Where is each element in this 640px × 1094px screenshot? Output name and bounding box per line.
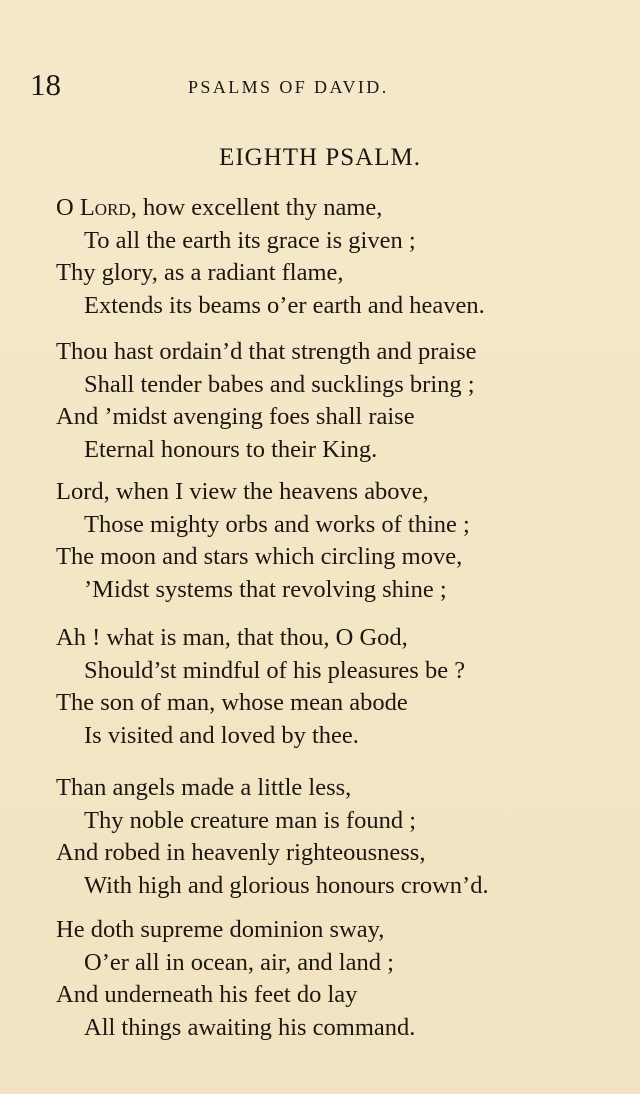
verse-line: Eternal honours to their King. <box>84 435 378 463</box>
verse-line <box>56 192 616 225</box>
verse-line: Is visited and loved by thee. <box>84 721 359 749</box>
verse-line: He doth supreme dominion sway, <box>56 916 385 943</box>
verse-line: The son of man, whose mean abode <box>56 689 408 716</box>
verse-line: With high and glorious honours crown’d. <box>84 871 489 899</box>
stanza-3 <box>56 476 616 606</box>
psalm-title: EIGHTH PSALM. <box>219 144 421 171</box>
verse-line: The moon and stars which circling move, <box>56 543 463 570</box>
divine-name-small-caps: Lord <box>79 194 131 221</box>
stanza-6 <box>56 914 616 1044</box>
verse-line: Should’st mindful of his pleasures be ? <box>84 656 466 684</box>
verse-line: Extends its beams o’er earth and heaven. <box>84 291 485 319</box>
stanza-2 <box>56 336 616 466</box>
verse-line-text: , how excellent thy name, <box>130 194 383 221</box>
verse-line: And underneath his feet do lay <box>56 981 358 1008</box>
verse-line: Thy glory, as a radiant flame, <box>56 259 344 286</box>
verse-line: ’Midst systems that revolving shine ; <box>84 575 447 603</box>
verse-line: And ’midst avenging foes shall raise <box>56 403 415 430</box>
verse-line: Ah ! what is man, that thou, O God, <box>56 624 408 651</box>
stanza-1 <box>56 192 616 322</box>
running-title: PSALMS OF DAVID. <box>188 77 389 97</box>
verse-line: Thou hast ordain’d that strength and praise <box>56 338 477 365</box>
stanza-4 <box>56 622 616 752</box>
page-number: 18 <box>30 67 61 102</box>
stanza-5 <box>56 772 616 902</box>
verse-line: To all the earth its grace is given ; <box>84 226 416 254</box>
verse-line: Than angels made a little less, <box>56 774 352 801</box>
verse-line: And robed in heavenly righteousness, <box>56 839 426 866</box>
verse-line-lead: O <box>56 194 80 221</box>
verse-line: Thy noble creature man is found ; <box>84 806 417 834</box>
verse-line: All things awaiting his command. <box>84 1013 416 1041</box>
verse-line: Lord, when I view the heavens above, <box>56 478 429 505</box>
running-head <box>30 66 600 106</box>
verse-line: Shall tender babes and sucklings bring ; <box>84 370 475 398</box>
verse-line: Those mighty orbs and works of thine ; <box>84 510 470 538</box>
verse-line: O’er all in ocean, air, and land ; <box>84 948 394 976</box>
